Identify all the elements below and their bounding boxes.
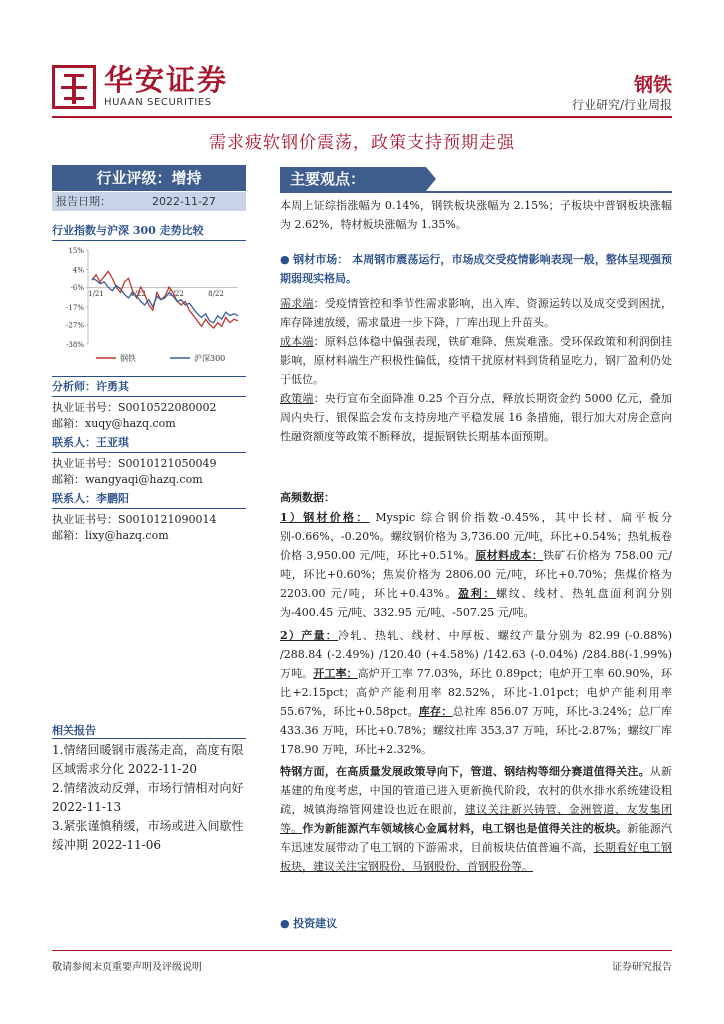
policy-paragraph [280,389,672,446]
legend-label: 沪深300 [194,354,226,363]
invest-label: 投资建议 [293,917,338,930]
profit-text: 螺纹、线材、热轧盘面利润分别为-400.45 元/吨、332.95 元/吨、-507.25 元/吨。 [280,587,673,619]
output-label: 2）产量： [280,629,339,642]
demand-label: 需求端 [280,297,314,310]
legend-label: 钢铁 [120,354,136,363]
y-tick-label: -6% [70,284,84,293]
cost-label: 成本端 [280,335,314,348]
price-paragraph [280,508,672,622]
x-tick-label: 8/22 [208,290,224,299]
demand-paragraph [280,294,672,332]
x-tick-label: 4/22 [130,290,146,299]
hf-data-title: 高频数据： [280,491,335,504]
related-report-item[interactable]: 1.情绪回暖钢市震荡走高，高度有限区域需求分化 2022-11-20 [52,743,244,776]
main-points-divider [280,191,672,193]
analyst-1-email[interactable]: 邮箱：xuqy@hazq.com [52,417,176,430]
contact-2-email[interactable]: 邮箱：lixy@hazq.com [52,529,169,542]
contact-2-divider [52,508,246,509]
footer-divider [52,950,672,951]
x-tick-label: 5/22 [168,290,184,299]
footer-disclaimer[interactable]: 敬请参阅末页重要声明及评级说明 [52,962,202,973]
chart-title-divider [52,240,246,241]
company-logo [52,63,229,113]
intro-paragraph: 本周上证综指涨幅为 0.14%，钢铁板块涨幅为 2.15%；子板块中普钢板块涨幅为 2.62%，特材板块涨幅为 1.35%。 [280,199,672,231]
contact-2-license: 执业证书号：S0010121090014 [52,513,217,526]
report-title: 需求疲软钢价震荡，政策支持预期走强 [209,133,515,153]
y-tick-label: -38% [66,341,84,349]
company-name-cn: 华安证券 [104,63,229,97]
analyst-1-title: 分析师：许勇其 [52,380,129,393]
heading-arrow [426,167,436,191]
contact-1-email[interactable]: 邮箱：wangyaqi@hazq.com [52,473,203,486]
x-tick-label: 1/21 [88,290,104,299]
related-reports-title: 相关报告 [52,724,96,737]
series-line-csi300 [92,278,238,322]
contact-1-divider [52,452,246,453]
inventory-label: 库存： [418,705,453,718]
bullet-icon: ● [280,253,290,266]
related-report-item[interactable]: 3.紧张谨慎稍缓，市场或进入间歇性绥冲期 2022-11-06 [52,819,244,852]
policy-label: 政策端 [280,392,314,405]
output-text: 冷轧、热轧、线材、中厚板、螺纹产量分别为 82.99 (-0.88%) /288.84 (-2.49%) /120.40 (+4.58%) /142.63 (-0.04%) /284.88(-1.99%)万吨。 [280,629,673,680]
analyst-block [52,378,246,544]
related-reports-list [52,741,246,855]
raw-cost-label: 原材料成本： [475,549,544,562]
special-steel-text-2: 新能源汽车迅速发展带动了电工钢的下游需求，目前板块估值普遍不高， [280,822,673,854]
market-summary: 钢材市场： 本周钢市震荡运行，市场成交受疫情影响表现一般，整体呈现强预期弱现实格局。 [280,253,673,285]
output-paragraph [280,626,672,759]
chart-title: 行业指数与沪深 300 走势比较 [52,224,204,237]
inventory-text: 总社库 856.07 万吨，环比-3.24%；总厂库 433.36 万吨，环比+0.78%；螺纹社库 353.37 万吨，环比-2.87%；螺纹厂库 178.90 万吨，环比+2.32%。 [280,705,672,756]
y-tick-label: -17% [66,303,84,312]
report-date-bar [52,192,246,211]
trend-chart [52,243,246,368]
report-date-label: 报告日期： [56,195,111,208]
bullet-icon: ● [280,917,290,930]
main-points-heading: 主要观点： [280,167,426,191]
raw-cost-text: 铁矿石价格为 758.00 元/吨，环比+0.60%；焦炭价格为 2806.00 元/吨，环比+0.70%；焦煤价格为 2203.00 元/吨，环比+0.43%。 [280,549,672,600]
demand-text: ：受疫情管控和季节性需求影响，出入库、资源运转以及成交受到困扰，库存降速放缓，需求量进一步下降，厂库出现上升苗头。 [280,297,673,329]
special-steel-paragraph [280,762,672,876]
op-rate-text: 高炉开工率 77.03%，环比 0.89pct；电炉开工率 60.90%，环比+2.15pct；高炉产能利用率 82.52%，环比-1.01pct；电炉产能利用率 55.67%，环比+0.58pct。 [280,667,672,718]
policy-text: ：央行宣布全面降准 0.25 个百分点，释放长期资金约 5000 亿元，叠加周内央行、银保监会发布支持房地产平稳发展 16 条措施，银行加大对房企意向性融资额度等政策不断释放，提振钢铁长期基本面预期。 [280,392,673,443]
analyst-top-divider [52,376,246,377]
related-report-item[interactable]: 2.情绪波动反弹，市场行情相对向好 2022-11-13 [52,781,244,814]
contact-1-title: 联系人：王亚琪 [52,436,129,449]
analyst-1-divider [52,396,246,397]
contact-2-title: 联系人：李鹏阳 [52,492,129,505]
profit-label: 盈利： [458,587,497,600]
analyst-1-license: 执业证书号：S0010522080002 [52,401,217,414]
header-divider [52,116,672,118]
special-steel-text-1: 从新基建的角度考虑，中国的管道已进入更新换代阶段，农村的供水排水系统建设粗疏，城镇海绵管网建设也近在眼前， [280,765,673,816]
invest-heading [280,914,672,933]
cost-text: ：原料总体稳中偏强表现，铁矿难降、焦炭难涨。受环保政策和利润倒挂影响，原材料端生产积极性偏低，疫情干扰原材料到货稍显吃力，钢厂盈利仍处于低位。 [280,335,673,386]
contact-1-license: 执业证书号：S0010121050049 [52,457,217,470]
y-tick-label: 4% [72,266,84,275]
price-label: 1）钢材价格： [280,511,370,524]
cost-paragraph [280,332,672,389]
special-steel-lead: 特钢方面，在高质量发展政策导向下，管道、钢结构等细分赛道值得关注。 [280,765,650,778]
related-reports-divider [52,738,246,739]
sector-label: 钢铁 [633,74,672,96]
industry-rating: 行业评级：增持 [52,165,246,191]
report-date: 2022-11-27 [152,195,216,208]
footer-report-label: 证券研究报告 [612,962,672,973]
special-steel-pick-2: 长期看好电工钢板块，建议关注宝钢股份、马钢股份、首钢股份等。 [280,841,673,873]
report-type: 行业研究/行业周报 [571,98,672,112]
y-tick-label: 15% [68,247,84,255]
special-steel-pick-1: 建议关注新兴铸管、金洲管道、友发集团等。 [280,803,673,835]
price-text: Myspic 综合钢价指数-0.45%，其中长材、扁平板分别-0.66%、-0.20%。螺纹钢价格为 3,736.00 元/吨，环比+0.54%；热轧板卷价格 3,950.00 元/吨，环比+0.51%。 [280,511,673,562]
y-tick-label: -27% [66,321,84,330]
op-rate-label: 开工率： [313,667,358,680]
electrical-steel-lead: 作为新能源汽车领域核心金属材料，电工钢也是值得关注的板块。 [302,822,628,835]
company-name-en: HUAAN SECURITIES [104,97,212,108]
market-paragraph [280,250,672,288]
logo-mark [52,65,96,109]
